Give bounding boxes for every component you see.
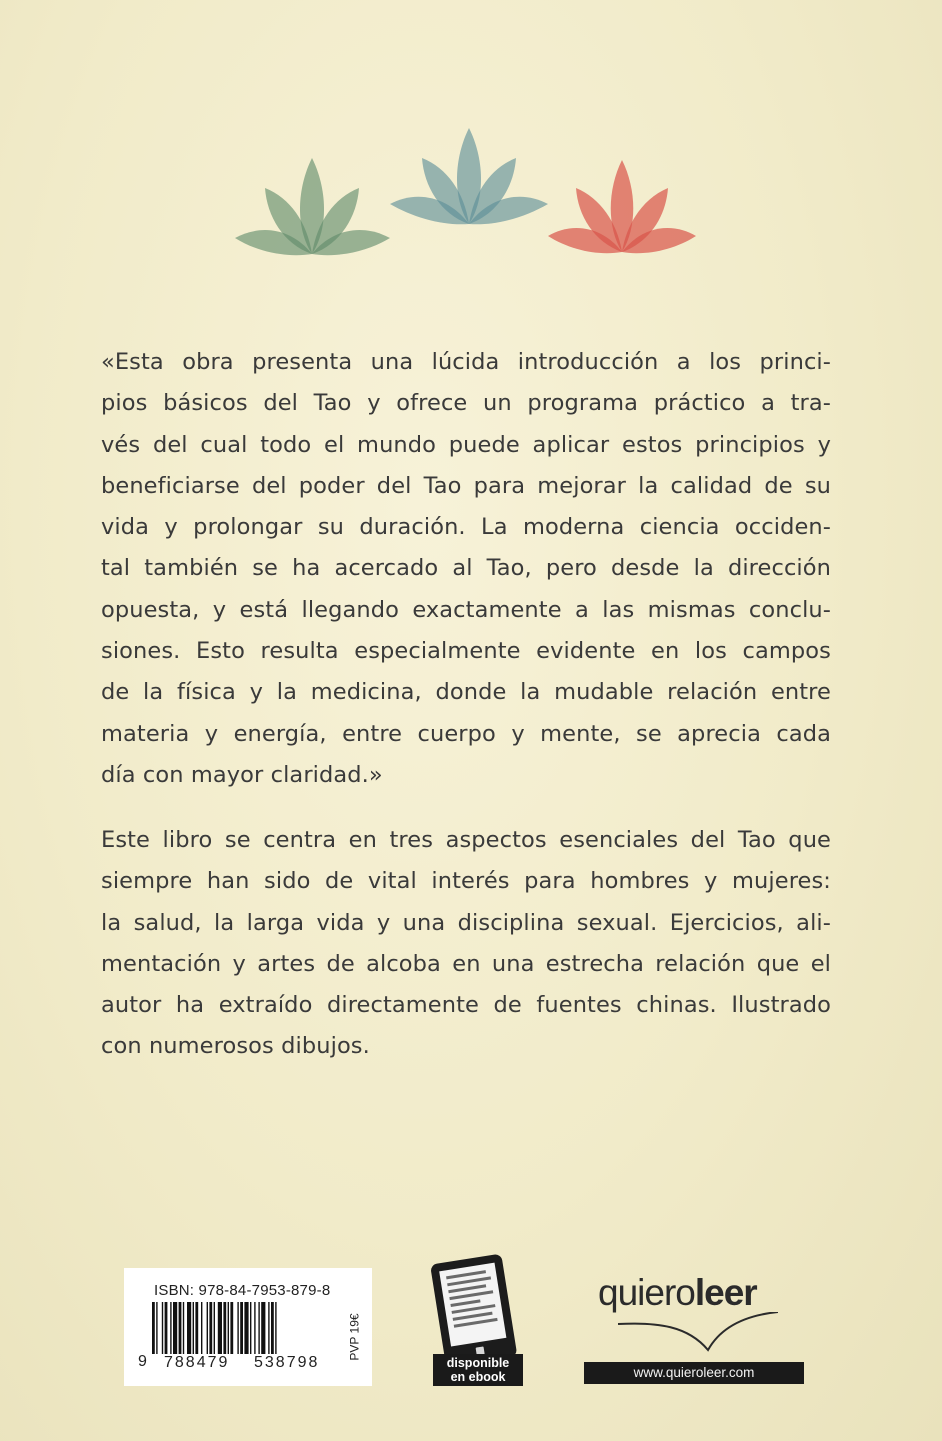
barcode-bar	[237, 1302, 238, 1354]
ebook-badge-line2: en ebook	[450, 1370, 506, 1384]
barcode-bar	[207, 1302, 208, 1354]
description-paragraph	[101, 820, 831, 1068]
barcode-bar	[258, 1302, 259, 1354]
text-line: tal también se ha acercado al Tao, pero desde la dirección	[101, 555, 831, 582]
barcode-bar	[193, 1302, 194, 1354]
text-line: vida y prolongar su duración. La moderna ciencia occiden-	[101, 514, 831, 541]
text-line: siempre han sido de vital interés para hombres y mujeres:	[101, 868, 831, 895]
publisher-name-bold: leer	[694, 1272, 757, 1313]
publisher-name	[598, 1272, 757, 1314]
barcode-digits-right: 538798	[254, 1354, 320, 1371]
text-line: de la física y la medicina, donde la mudable relación entre	[101, 679, 831, 706]
barcode-bar	[240, 1302, 243, 1354]
text-line: mentación y artes de alcoba en una estrecha relación que el	[101, 950, 831, 977]
ebook-badge	[433, 1354, 523, 1386]
barcode-bar	[214, 1302, 215, 1354]
barcode-bar	[162, 1302, 163, 1354]
barcode-bar	[195, 1302, 198, 1354]
barcode-bar	[244, 1302, 248, 1354]
red-lotus-icon	[548, 160, 696, 255]
checkmark-swoosh-icon	[618, 1312, 778, 1352]
barcode-bar	[223, 1302, 226, 1354]
text-line: autor ha extraído directamente de fuentes chinas. Ilustrado	[101, 992, 831, 1019]
barcode-bar	[183, 1302, 184, 1354]
text-line: opuesta, y está llegando exactamente a las mismas conclu-	[101, 596, 831, 623]
text-line: beneficiarse del poder del Tao para mejorar la calidad de su	[101, 472, 831, 499]
text-line: «Esta obra presenta una lúcida introducción a los princi-	[101, 349, 831, 375]
barcode-bar	[261, 1302, 265, 1354]
barcode-bar	[254, 1302, 255, 1354]
barcode-first-digit: 9	[138, 1353, 147, 1370]
barcode-bar	[230, 1302, 233, 1354]
isbn-label: ISBN: 978-84-7953-879-8	[154, 1282, 331, 1299]
lotus-decoration	[230, 120, 710, 270]
green-lotus-icon	[235, 158, 390, 258]
barcode-bar	[187, 1302, 191, 1354]
text-line: siones. Esto resulta especialmente evidente en los campos	[101, 638, 831, 665]
barcode-bar	[201, 1302, 202, 1354]
text-line: Este libro se centra en tres aspectos esenciales del Tao que	[101, 827, 831, 853]
text-line: pios básicos del Tao y ofrece un programa práctico a tra-	[101, 390, 831, 417]
barcode-bar	[156, 1302, 157, 1354]
publisher-url: www.quieroleer.com	[584, 1362, 804, 1384]
barcode-bars	[152, 1302, 330, 1354]
barcode-bar	[275, 1302, 276, 1354]
ebook-badge-line1: disponible	[446, 1356, 510, 1370]
barcode-bar	[250, 1302, 251, 1354]
barcode-bar	[209, 1302, 212, 1354]
barcode-bar	[179, 1302, 182, 1354]
price-label: PVP 19€	[347, 1313, 362, 1361]
barcode-bar	[173, 1302, 177, 1354]
barcode-bar	[268, 1302, 269, 1354]
text-line: vés del cual todo el mundo puede aplicar estos principios y	[101, 431, 831, 458]
text-line: día con mayor claridad.»	[101, 761, 383, 788]
text-line: la salud, la larga vida y una disciplina sexual. Ejercicios, ali-	[101, 909, 831, 936]
publisher-name-light: quiero	[598, 1272, 695, 1313]
quote-paragraph	[101, 342, 831, 796]
text-line: materia y energía, entre cuerpo y mente, se aprecia cada	[101, 720, 831, 747]
text-line: con numerosos dibujos.	[101, 1033, 370, 1060]
barcode-bar	[228, 1302, 229, 1354]
barcode-bar	[271, 1302, 274, 1354]
barcode-bar	[170, 1302, 171, 1354]
barcode-digits-left: 788479	[164, 1354, 230, 1371]
barcode-bar	[152, 1302, 155, 1354]
isbn-barcode	[124, 1268, 372, 1386]
barcode-bar	[165, 1302, 168, 1354]
barcode-bar	[218, 1302, 222, 1354]
publisher-logo	[598, 1272, 798, 1352]
blue-lotus-icon	[390, 128, 548, 228]
